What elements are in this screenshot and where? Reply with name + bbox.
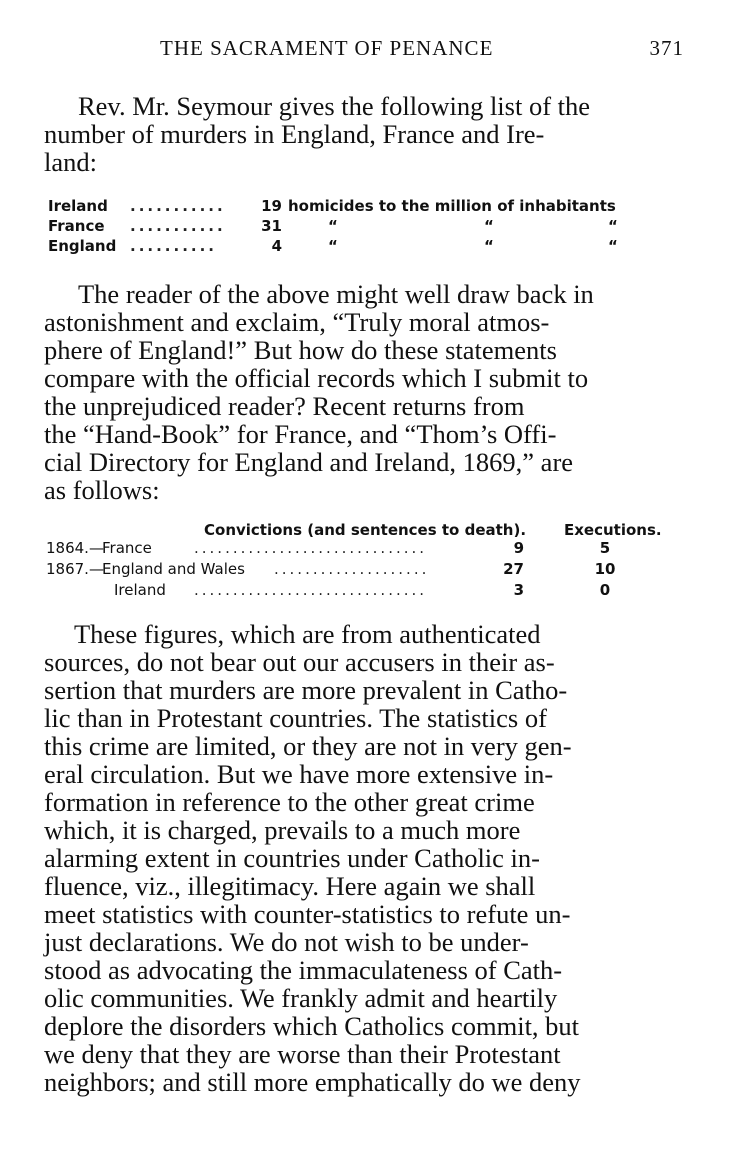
convictions-table-header: [44, 520, 684, 538]
homicide-row-ireland: [48, 196, 688, 216]
ditto-mark: “: [484, 237, 494, 255]
text-line: sertion that murders are more prevalent in Catho-: [44, 675, 568, 705]
convictions-row-england-wales: [44, 559, 684, 580]
convictions-table: [44, 520, 684, 601]
homicide-row-england: [48, 236, 688, 256]
text-line: sources, do not bear out our accusers in their as-: [44, 647, 555, 677]
country-name: Ireland: [48, 197, 108, 215]
homicide-value: 31: [261, 217, 282, 235]
text-line: lic than in Protestant countries. The statistics of: [44, 703, 547, 733]
convictions-value: 27: [503, 560, 524, 578]
homicide-table: [48, 196, 688, 256]
text-line: phere of England!” But how do these statements: [44, 335, 557, 365]
text-line: the unprejudiced reader? Recent returns from: [44, 391, 525, 421]
dot-leader: ..............................: [194, 581, 428, 599]
row-place: England and Wales: [102, 560, 245, 578]
ditto-mark: “: [608, 237, 618, 255]
text-line: formation in reference to the other great crime: [44, 787, 535, 817]
text-line: meet statistics with counter-statistics to refute un-: [44, 899, 571, 929]
running-head: [160, 36, 684, 66]
convictions-value: 3: [513, 581, 524, 599]
text-line: number of murders in England, France and Ire-: [44, 119, 545, 149]
dot-leader: ...........: [130, 197, 226, 215]
dot-leader: ...........: [130, 217, 226, 235]
text-line: stood as advocating the immaculateness of Cath-: [44, 955, 563, 985]
homicide-description: homicides to the million of inhabitants: [288, 197, 616, 215]
row-place: Ireland: [114, 581, 166, 599]
text-line: alarming extent in countries under Catholic in-: [44, 843, 540, 873]
text-line: deplore the disorders which Catholics commit, but: [44, 1011, 580, 1041]
homicide-row-france: [48, 216, 688, 236]
text-line: which, it is charged, prevails to a much more: [44, 815, 521, 845]
executions-value: 0: [599, 581, 611, 599]
text-line: Rev. Mr. Seymour gives the following list of the: [78, 91, 591, 121]
executions-column-header: Executions.: [564, 521, 662, 539]
text-line: astonishment and exclaim, “Truly moral atmos-: [44, 307, 550, 337]
text-line: the “Hand-Book” for France, and “Thom’s Offi-: [44, 419, 557, 449]
ditto-mark: “: [608, 217, 618, 235]
text-line: olic communities. We frankly admit and heartily: [44, 983, 558, 1013]
text-line: neighbors; and still more emphatically do we deny: [44, 1067, 581, 1097]
text-line: land:: [44, 147, 97, 177]
ditto-mark: “: [328, 217, 338, 235]
text-line: The reader of the above might well draw back in: [78, 279, 594, 309]
running-title: THE SACRAMENT OF PENANCE: [160, 36, 494, 60]
text-line: These figures, which are from authenticated: [74, 619, 541, 649]
text-line: as follows:: [44, 475, 160, 505]
reader-paragraph: [44, 280, 684, 504]
executions-value: 5: [599, 539, 611, 557]
text-line: this crime are limited, or they are not in very gen-: [44, 731, 572, 761]
ditto-mark: “: [328, 237, 338, 255]
text-line: fluence, viz., illegitimacy. Here again we shall: [44, 871, 536, 901]
text-line: cial Directory for England and Ireland, 1869,” are: [44, 447, 574, 477]
convictions-row-ireland: [44, 580, 684, 601]
row-year: 1867.—: [46, 560, 104, 578]
dot-leader: ..........: [130, 237, 217, 255]
page-number: 371: [649, 36, 684, 60]
homicide-value: 19: [261, 197, 282, 215]
intro-paragraph: [44, 92, 684, 176]
text-line: just declarations. We do not wish to be under-: [44, 927, 529, 957]
row-place: France: [102, 539, 152, 557]
homicide-value: 4: [271, 237, 282, 255]
dot-leader: ....................: [274, 560, 430, 578]
convictions-column-header: Convictions (and sentences to death).: [204, 521, 527, 539]
convictions-value: 9: [513, 539, 524, 557]
country-name: England: [48, 237, 117, 255]
dot-leader: ..............................: [194, 539, 428, 557]
text-line: we deny that they are worse than their Protestant: [44, 1039, 561, 1069]
text-line: compare with the official records which I submit to: [44, 363, 589, 393]
row-year: 1864.—: [46, 539, 104, 557]
text-line: eral circulation. But we have more extensive in-: [44, 759, 554, 789]
convictions-row-france: [44, 538, 684, 559]
ditto-mark: “: [484, 217, 494, 235]
executions-value: 10: [594, 560, 616, 578]
country-name: France: [48, 217, 105, 235]
figures-paragraph: [44, 620, 684, 1096]
